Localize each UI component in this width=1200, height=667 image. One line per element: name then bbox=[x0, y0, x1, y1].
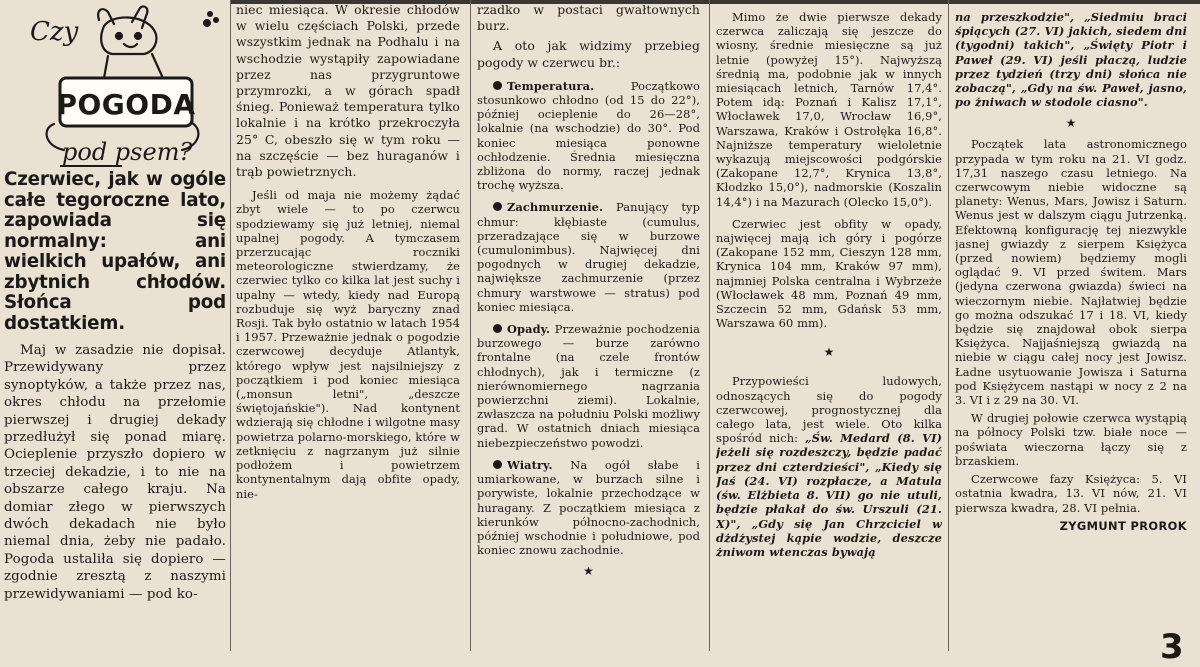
section-body: Początkowo stosunkowo chłodno (od 15 do 22°), później ocieplenie do 26—28°, lokalnie (na wschodzie) do 30°. Pod koniec miesiąca ponowne ochłodzenie. Średnia miesięczna zbliżona do normy, raczej jednak trochę wyższa. bbox=[477, 78, 700, 193]
section-body: Przeważnie pochodzenia burzowego — burze zarówno frontalne (na czele frontów chłodnych), jak i termiczne (z nierównomiernego nagrzania powierzchni ziemi). Lokalnie, zwłaszcza na południu Polski możliwy grad. W ostatnich dniach miesiąca niebezpieczeństwo powodzi. bbox=[477, 322, 700, 450]
column-divider bbox=[709, 0, 710, 651]
section-body: Na ogół słabe i umiarkowane, w burzach silne i porywiste, lokalnie przechodzące w huragany. Z początkiem miesiąca z kierunków północno-zachodnich, później wschodnie i południowe, pod koniec znowu zachodnie. bbox=[477, 457, 700, 558]
body-paragraph: rzadko w postaci gwałtownych burz. bbox=[477, 2, 700, 34]
body-paragraph: W drugiej połowie czerwca wystąpią na północy Polski tzw. białe noce — poświata wieczorna łączy się z brzaskiem. bbox=[955, 411, 1187, 468]
section-heading: Wiatry. bbox=[507, 457, 553, 472]
column-divider bbox=[470, 0, 471, 651]
body-paragraph: Jeśli od maja nie możemy żądać zbyt wiele — to po czerwcu spodziewamy się już letniej, niemal upalnej pogody. A tymczasem przerzucając roczniki meteorologiczne stwierdzamy, że czerwiec tylko co kilka lat jest suchy i upalny — wtedy, kiedy nad Europą rozbuduje się wyż baryczny znad Rosji. Tak było ostatnio w latach 1954 i 1957. Przeważnie jednak o pogodzie czerwcowej decyduje Atlantyk, którego wpływ jest najsilniejszy z początkiem i pod koniec miesiąca („monsun letni", „deszcze świętojańskie"). Nad kontynent wdzierają się chłodne i wilgotne masy powietrza polarno-morskiego, które w zetknięciu z nagrzanym już silnie podłożem i powietrzem kontynentalnym dają obfite opady, nie- bbox=[236, 188, 460, 501]
page-number: 3 bbox=[1160, 627, 1184, 667]
body-paragraph: niec miesiąca. W okresie chłodów w wielu częściach Polski, przede wszystkim jednak na Podhalu i na wschodzie wystąpiły zapowiadane przez nas przygruntowe przymrozki, a w górach spadł śnieg. Ponieważ temperatura tylko lokalnie i na krótko przekroczyła 25° C, obeszło się w tym roku — na szczęście — bez huraganów i trąb powietrznych. bbox=[236, 2, 460, 180]
body-paragraph: Maj w zasadzie nie dopisał. Przewidywany przez synoptyków, a także przez nas, okres chłodu na przełomie pierwszej i drugiej dekady przedłużył się ponad miarę. Ocieplenie przyszło dopiero w trzeciej dekadzie, i to nie na obszarze całego kraju. Na domiar złego w pierwszych dwóch dekadach nie było niemal dnia, żeby nie padało. Pogoda ustaliła się dopiero — zgodnie zresztą z naszymi przewidywaniami — pod ko- bbox=[4, 343, 226, 602]
forecast-winds bbox=[477, 458, 700, 557]
bullet-icon bbox=[493, 202, 502, 211]
section-heading: Temperatura. bbox=[507, 78, 595, 93]
bullet-icon bbox=[493, 324, 502, 333]
forecast-temperature bbox=[477, 79, 700, 193]
body-paragraph: Początek lata astronomicznego przypada w tym roku na 21. VI godz. 17,31 naszego czasu letniego. Na czerwcowym niebie widoczne są planety: Wenus, Mars, Jowisz i Saturn. Wenus jest w dalszym ciągu Jutrzenką. Efektowną konfigurację tej niezwykle jasnej gwiazdy z sierpem Księżyca (przed nowiem) będziemy mogli oglądać 9. VI przed świtem. Mars (jedyna czerwona gwiazda) świeci na wieczornym niebie. Najłatwiej będzie go można odszukać 17 i 18. VI, kiedy będzie się znajdował obok sierpa Księżyca. Najjaśniejszą gwiazdą na niebie w ciągu całej nocy jest Jowisz. Ładne usytuowanie Jowisza i Saturna pod Księżycem nastąpi w nocy z 2 na 3. VI i z 29 na 30. VI. bbox=[955, 137, 1187, 408]
body-paragraph: Czerwiec jest obfity w opady, najwięcej mają ich góry i pogórze (Zakopane 152 mm, Cieszyn 128 mm, Krynica 104 mm, Kraków 97 mm), najmniej Polska centralna i Wybrzeże (Włocławek 48 mm, Poznań 49 mm, Szczecin 52 mm, Gdańsk 53 mm, Warszawa 60 mm). bbox=[716, 216, 942, 331]
column-5 bbox=[955, 0, 1187, 651]
logo-line3: pod psem? bbox=[62, 138, 193, 166]
star-separator-icon: ★ bbox=[823, 345, 835, 360]
body-paragraph: Czerwcowe fazy Księżyca: 5. VI ostatnia kwadra, 13. VI nów, 21. VI pierwsza kwadra, 28. VI pełnia. bbox=[955, 472, 1187, 515]
body-paragraph: A oto jak widzimy przebieg pogody w czerwcu br.: bbox=[477, 38, 700, 70]
column-divider bbox=[948, 0, 949, 651]
lead-paragraph: Czerwiec, jak w ogóle całe tegoroczne lato, zapowiada się normalny: ani wielkich upałów, ani zbytnich chłodów. Słońca pod dostatkiem. bbox=[4, 169, 226, 334]
star-separator-icon: ★ bbox=[1065, 116, 1077, 131]
dog-logo-icon bbox=[4, 0, 226, 170]
bullet-icon bbox=[493, 81, 502, 90]
column-4 bbox=[716, 0, 942, 651]
bullet-icon bbox=[493, 460, 502, 469]
star-separator-icon: ★ bbox=[583, 564, 594, 579]
section-logo bbox=[4, 0, 226, 170]
proverbs-paragraph bbox=[716, 374, 942, 559]
logo-line2: POGODA bbox=[56, 88, 196, 121]
column-3 bbox=[477, 0, 700, 651]
column-2 bbox=[236, 0, 460, 651]
section-heading: Opady. bbox=[507, 322, 551, 337]
column-divider bbox=[230, 0, 231, 651]
body-paragraph: Mimo że dwie pierwsze dekady czerwca zaliczają się jeszcze do wiosny, średnie miesięczne są już letnie (powyżej 15°). Najwyższą średnią ma, podobnie jak w innych miesiącach letnich, Tarnów 17,4°. Potem idą: Poznań i Kalisz 17,1°, Włocławek 17,0, Wrocław 16,9°, Warszawa, Kraków i Ostrołęka 16,8°. Najniższe temperatury wieloletnie wykazują miejscowości podgórskie (Zakopane 12,7°, Krynica 13,8°, Kłodzko 15,0°), nadmorskie (Koszalin 14,4°) i na Mazurach (Olecko 15,0°). bbox=[716, 10, 942, 209]
author-signature: ZYGMUNT PROROK bbox=[1059, 518, 1187, 533]
forecast-clouds bbox=[477, 200, 700, 314]
forecast-precipitation bbox=[477, 322, 700, 450]
column-1 bbox=[4, 0, 226, 651]
section-heading: Zachmurzenie. bbox=[507, 200, 604, 215]
proverbs-quotes: „Św. Medard (8. VI) jeżeli się rozdeszczy, będzie padać przez dni czterdzieści", „Kiedy się Jaś (24. VI) rozpłacze, a Matula (św. Elżbieta 8. VII) go nie utuli, będzie płakał do św. Urszuli (21. X)", „Gdy się Jan Chrzciciel w dżdżystej kąpie wodzie, deszcze żniwom wtenczas bywają bbox=[716, 431, 942, 559]
logo-line1: Czy bbox=[30, 17, 79, 47]
section-body: Panujący typ chmur: kłębiaste (cumulus, przeradzające się w burzowe (cumulonimbus). Najwięcej dni pogodnych w drugiej dekadzie, największe zachmurzenie (przez chmury warstwowe — stratus) pod koniec miesiąca. bbox=[477, 200, 700, 314]
proverbs-continued: na przeszkodzie", „Siedmiu braci śpiących (27. VI) jakich, siedem dni (tygodni) takich", „Święty Piotr i Paweł (29. VI) jeśli płaczą, ludzie przez tydzień (trzy dni) słońca nie zobaczą", „Gdy na św. Paweł, jasno, po żniwach w stodole ciasno". bbox=[955, 10, 1187, 110]
proverbs-intro: Przypowieści ludowych, odnoszących się do pogody czerwcowej, prognostycznej dla całego lata, jest wiele. Oto kilka spośród nich: bbox=[716, 374, 942, 446]
